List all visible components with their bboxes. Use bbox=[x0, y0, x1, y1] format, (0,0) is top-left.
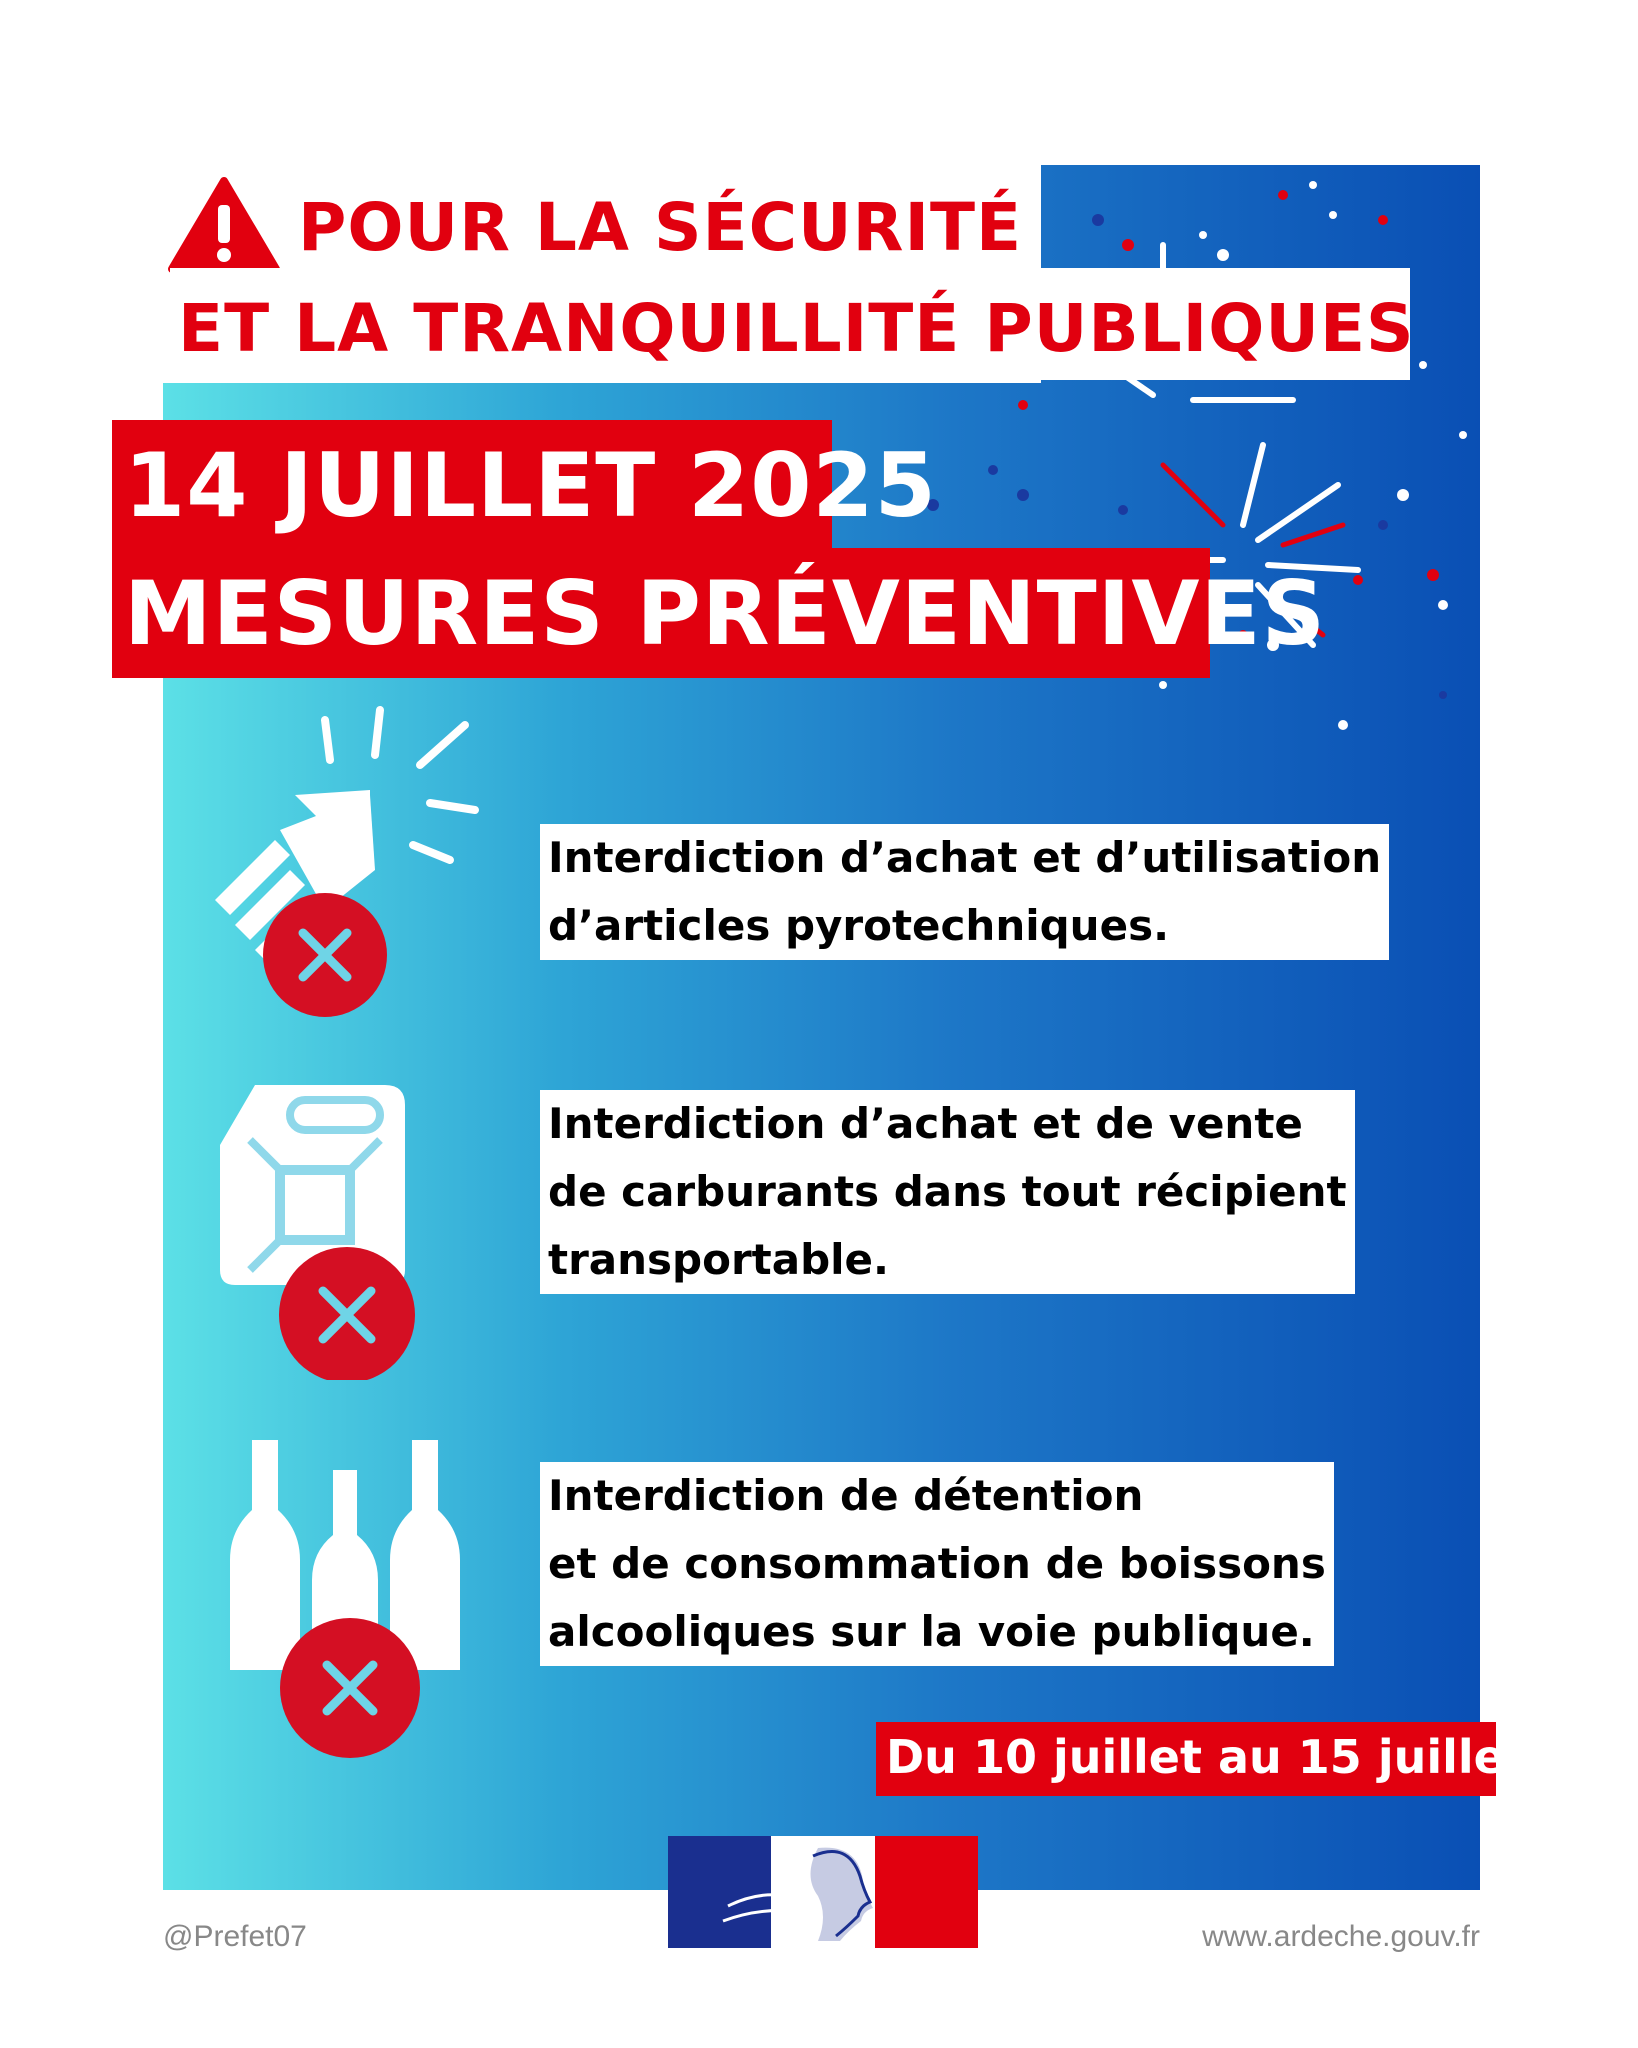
firework-rocket-icon bbox=[195, 700, 485, 1020]
date-range-text: Du 10 juillet au 15 juillet bbox=[886, 1730, 1527, 1784]
date-range-badge bbox=[876, 1722, 1527, 1796]
rule-text-line: transportable. bbox=[540, 1226, 897, 1294]
rule-text-line: de carburants dans tout récipient bbox=[540, 1158, 1355, 1226]
rule-text-line: Interdiction d’achat et d’utilisation bbox=[540, 824, 1389, 892]
rule-alcohol bbox=[540, 1462, 1334, 1666]
banner-date bbox=[112, 420, 937, 550]
rule-text-line: Interdiction de détention bbox=[540, 1462, 1151, 1530]
rule-text-line: Interdiction d’achat et de vente bbox=[540, 1090, 1311, 1158]
banner-subtitle bbox=[112, 548, 1327, 678]
banner-subtitle-text: MESURES PRÉVENTIVES bbox=[124, 562, 1327, 665]
rule-text-line: d’articles pyrotechniques. bbox=[540, 892, 1177, 960]
footer-social-handle: @Prefet07 bbox=[163, 1920, 307, 1953]
banner-date-text: 14 JUILLET 2025 bbox=[124, 434, 937, 537]
warning-triangle-icon bbox=[168, 175, 280, 275]
bottles-icon bbox=[230, 1440, 465, 1760]
header-title-line-1: POUR LA SÉCURITÉ bbox=[298, 189, 1023, 266]
rule-text-line: alcooliques sur la voie publique. bbox=[540, 1598, 1323, 1666]
rule-fuel bbox=[540, 1090, 1355, 1294]
header-line-2 bbox=[170, 268, 1415, 380]
marianne-republique-francaise-logo bbox=[668, 1836, 978, 1948]
rule-pyrotechnics bbox=[540, 824, 1389, 960]
header-title-line-2: ET LA TRANQUILLITÉ PUBLIQUES bbox=[178, 290, 1415, 367]
jerrycan-icon bbox=[215, 1070, 440, 1380]
footer-website: www.ardeche.gouv.fr bbox=[1202, 1920, 1480, 1953]
rule-text-line: et de consommation de boissons bbox=[540, 1530, 1334, 1598]
